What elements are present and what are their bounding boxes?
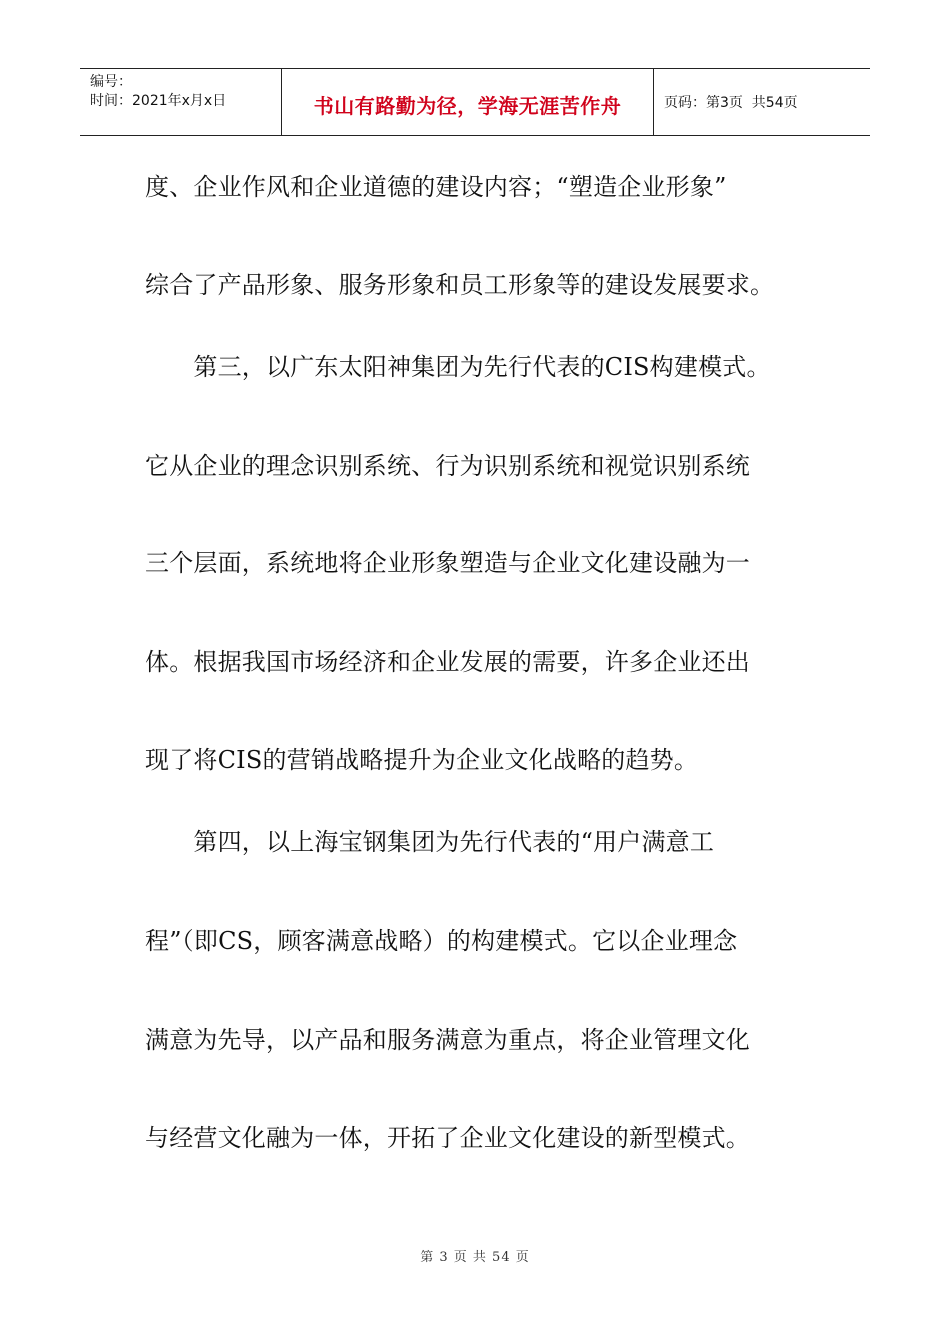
text-line: 度、企业作风和企业道德的建设内容；“塑造企业形象” — [145, 173, 727, 201]
text-line: 它从企业的理念识别系统、行为识别系统和视觉识别系统 — [145, 452, 750, 480]
number-label: 编号： — [90, 74, 132, 90]
page-header — [80, 68, 870, 136]
text-line: 满意为先导，以产品和服务满意为重点，将企业管理文化 — [145, 1026, 750, 1054]
page-label: 页码：第3页 共54页 — [664, 95, 798, 111]
text-line: 三个层面，系统地将企业形象塑造与企业文化建设融为一 — [145, 549, 750, 577]
text-line: 现了将CIS的营销战略提升为企业文化战略的趋势。 — [145, 746, 699, 774]
motto-text: 书山有路勤为径，学海无涯苦作舟 — [313, 93, 622, 118]
text-line: 程”（即CS，顾客满意战略）的构建模式。它以企业理念 — [145, 927, 738, 955]
text-line: 第三，以广东太阳神集团为先行代表的CIS构建模式。 — [145, 353, 771, 381]
text-line: 与经营文化融为一体，开拓了企业文化建设的新型模式。 — [145, 1124, 750, 1152]
page-footer: 第 3 页 共 54 页 — [420, 1250, 530, 1265]
date-label: 时间：2021年x月x日 — [90, 93, 227, 109]
header-page-cell — [654, 69, 870, 135]
text-line: 体。根据我国市场经济和企业发展的需要，许多企业还出 — [145, 648, 750, 676]
header-motto-cell — [282, 69, 654, 135]
text-line: 综合了产品形象、服务形象和员工形象等的建设发展要求。 — [145, 271, 775, 299]
header-meta-cell — [80, 69, 282, 135]
text-line: 第四，以上海宝钢集团为先行代表的“用户满意工 — [145, 828, 715, 856]
